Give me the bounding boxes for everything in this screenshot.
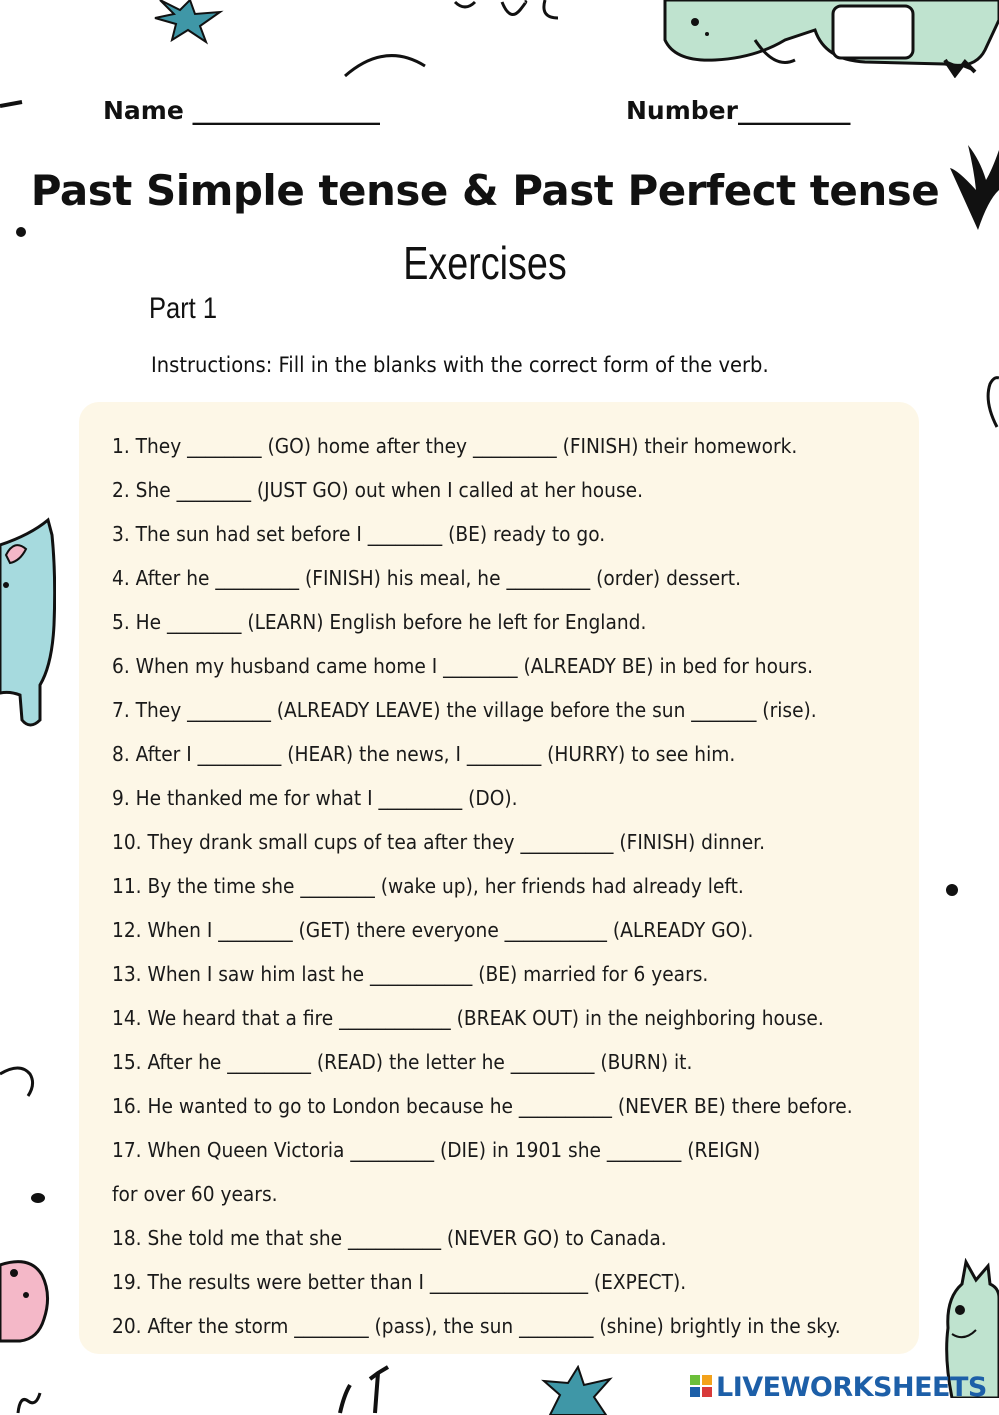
name-field-label: Name _______________ xyxy=(103,96,381,125)
question-item: 3. The sun had set before I ________ (BE) ready to go. xyxy=(112,522,606,546)
worksheet-title: Past Simple tense & Past Perfect tense xyxy=(30,166,940,215)
worksheet-subtitle: Exercises xyxy=(403,237,567,289)
question-item: 5. He ________ (LEARN) English before he left for England. xyxy=(112,610,647,634)
liveworksheets-logo-icon xyxy=(690,1375,714,1401)
liveworksheets-logo[interactable] xyxy=(690,1372,987,1403)
dinosaur-bottom-left xyxy=(0,1255,52,1345)
dinosaur-top-right xyxy=(655,0,999,78)
question-item: 19. The results were better than I _________________ (EXPECT). xyxy=(112,1270,687,1294)
arc-doodle xyxy=(340,46,430,86)
liveworksheets-logo-text: LIVEWORKSHEETS xyxy=(716,1372,987,1403)
dot-doodle-right xyxy=(944,882,960,898)
question-item: 9. He thanked me for what I _________ (DO). xyxy=(112,786,518,810)
question-item: 17. When Queen Victoria _________ (DIE) in 1901 she ________ (REIGN) xyxy=(112,1138,761,1162)
dot-doodle-left xyxy=(14,225,28,239)
question-item: 12. When I ________ (GET) there everyone ___________ (ALREADY GO). xyxy=(112,918,754,942)
question-item: 13. When I saw him last he ___________ (BE) married for 6 years. xyxy=(112,962,709,986)
question-item: 2. She ________ (JUST GO) out when I called at her house. xyxy=(112,478,644,502)
question-item-continued: for over 60 years. xyxy=(112,1182,278,1206)
question-item: 7. They _________ (ALREADY LEAVE) the village before the sun _______ (rise). xyxy=(112,698,817,722)
part-heading: Part 1 xyxy=(149,292,218,325)
number-field-label: Number_________ xyxy=(626,96,851,125)
squiggle-doodle-top xyxy=(450,0,570,25)
question-item: 6. When my husband came home I ________ (ALREADY BE) in bed for hours. xyxy=(112,654,813,678)
question-item: 11. By the time she ________ (wake up), her friends had already left. xyxy=(112,874,744,898)
star-doodle-top xyxy=(150,0,225,45)
question-item: 4. After he _________ (FINISH) his meal, he _________ (order) dessert. xyxy=(112,566,742,590)
grass-doodle-bottom xyxy=(330,1365,400,1415)
hook-doodle-right xyxy=(982,372,999,432)
question-item: 16. He wanted to go to London because he __________ (NEVER BE) there before. xyxy=(112,1094,853,1118)
dinosaur-left xyxy=(0,515,56,730)
question-item: 1. They ________ (GO) home after they _________ (FINISH) their homework. xyxy=(112,434,798,458)
question-item: 20. After the storm ________ (pass), the sun ________ (shine) brightly in the sky. xyxy=(112,1314,841,1338)
star-doodle-bottom xyxy=(540,1365,615,1415)
question-item: 10. They drank small cups of tea after they __________ (FINISH) dinner. xyxy=(112,830,766,854)
dash-doodle-left xyxy=(0,96,30,116)
instructions-text: Instructions: Fill in the blanks with the correct form of the verb. xyxy=(151,353,769,377)
question-item: 14. We heard that a fire ____________ (BREAK OUT) in the neighboring house. xyxy=(112,1006,824,1030)
question-item: 8. After I _________ (HEAR) the news, I ________ (HURRY) to see him. xyxy=(112,742,736,766)
dot-doodle-left-2 xyxy=(30,1190,46,1206)
question-item: 15. After he _________ (READ) the letter he _________ (BURN) it. xyxy=(112,1050,693,1074)
curl-doodle-left xyxy=(0,1062,40,1102)
swirl-doodle-bottom-left xyxy=(14,1385,44,1415)
question-item: 18. She told me that she __________ (NEVER GO) to Canada. xyxy=(112,1226,667,1250)
